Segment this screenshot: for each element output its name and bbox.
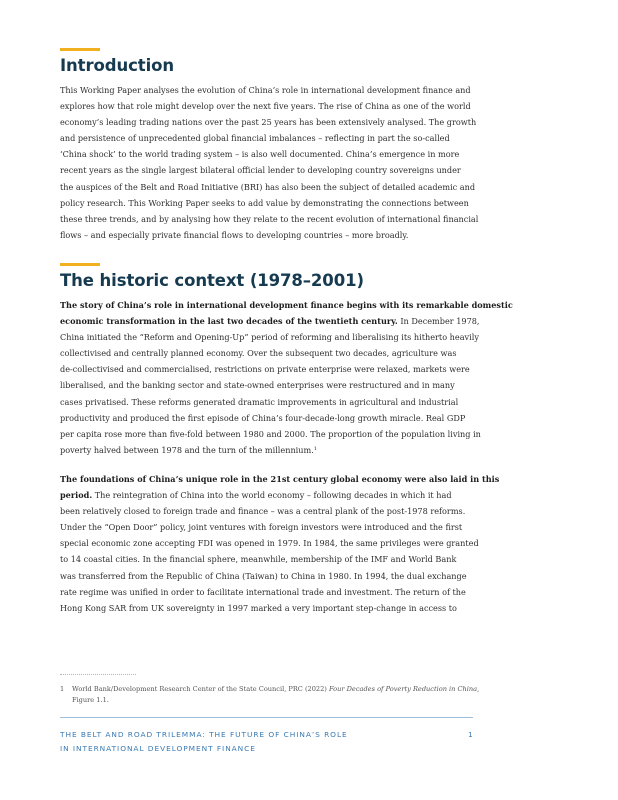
historic-paragraph-2 [60, 471, 500, 616]
intro-text-line: the auspices of the Belt and Road Initiative (BRI) has also been the subject of detailed academic and [60, 181, 476, 192]
intro-text-line: policy research. This Working Paper seeks to add value by demonstrating the connections between [60, 197, 469, 208]
intro-text-line: these three trends, and by analysing how they relate to the recent evolution of international financial [60, 213, 479, 224]
page-number: 1 [468, 730, 473, 739]
section-accent-bar [60, 48, 100, 51]
lead-sentence-bold: economic transformation in the last two decades of the twentieth century. [60, 316, 398, 327]
paragraph-text-line: productivity and produced the first episode of China’s four-decade-long growth miracle. Real GDP [60, 412, 466, 423]
intro-text-line: recent years as the single largest bilateral official lender to developing country sovereigns under [60, 165, 461, 176]
footnote-reference[interactable]: 1 [313, 445, 317, 452]
paragraph-text-line: Hong Kong SAR from UK sovereignty in 1997 marked a very important step-change in access to [60, 602, 457, 613]
historic-paragraph-1 [60, 297, 513, 458]
footnote-divider [60, 674, 136, 675]
paragraph-text-line: special economic zone accepting FDI was opened in 1979. In 1984, the same privileges were granted [60, 538, 479, 549]
intro-text-line: flows – and especially private financial flows to developing countries – more broadly. [60, 229, 409, 240]
footer-document-title [60, 728, 348, 756]
section-accent-bar [60, 263, 100, 266]
lead-sentence-bold: The story of China’s role in international development finance begins with its remarkable domestic [60, 300, 513, 310]
footer-title-line: THE BELT AND ROAD TRILEMMA: THE FUTURE OF CHINA’S ROLE [60, 730, 348, 739]
paragraph-text: poverty halved between 1978 and the turn of the millennium. [60, 444, 314, 455]
lead-sentence-bold: period. [60, 490, 93, 501]
paragraph-text-line: rate regime was unified in order to facilitate international trade and investment. The return of the [60, 586, 466, 597]
paragraph-text-line: collectivised and centrally planned economy. Over the subsequent two decades, agriculture was [60, 348, 457, 359]
paragraph-text-line: was transferred from the Republic of China (Taiwan) to China in 1980. In 1994, the dual exchange [60, 570, 467, 581]
intro-text-line: ‘China shock’ to the world trading system – is also well documented. China’s emergence in more [60, 149, 460, 160]
intro-text-line: and persistence of unprecedented global financial imbalances – reflecting in part the so-called [60, 133, 450, 144]
paragraph-text-line: cases privatised. These reforms generated dramatic improvements in agricultural and industrial [60, 396, 459, 407]
footer-divider [60, 717, 473, 718]
intro-text-line: economy’s leading trading nations over the past 25 years has been extensively analysed. The growth [60, 117, 477, 128]
paragraph-text: The reintegration of China into the world economy – following decades in which it had [92, 490, 452, 501]
footnote-number: 1 [60, 685, 65, 693]
intro-paragraph [60, 82, 478, 243]
lead-sentence-bold: The foundations of China’s unique role in the 21st century global economy were also laid in this [60, 474, 500, 484]
paragraph-text-line: been relatively closed to foreign trade and finance – was a central plank of the post-1978 reforms. [60, 506, 466, 517]
paragraph-text-line: Under the “Open Door” policy, joint ventures with foreign investors were introduced and the first [60, 522, 463, 533]
footnote-source-title: Four Decades of Poverty Reduction in China [328, 685, 478, 693]
section-heading-introduction: Introduction [60, 56, 175, 75]
paragraph-text-line: to 14 coastal cities. In the financial sphere, meanwhile, membership of the IMF and World Bank [60, 554, 457, 565]
intro-text-line: This Working Paper analyses the evolution of China’s role in international development finance and [60, 85, 471, 95]
footnote-text: , [477, 685, 480, 693]
paragraph-text-line: per capita rose more than five-fold between 1980 and 2000. The proportion of the population living in [60, 428, 481, 439]
paragraph-text-line: liberalised, and the banking sector and state-owned enterprises were restructured and in many [60, 380, 455, 391]
section-heading-historic-context: The historic context (1978–2001) [60, 271, 364, 290]
paragraph-text: In December 1978, [397, 316, 480, 327]
footer-title-line: IN INTERNATIONAL DEVELOPMENT FINANCE [60, 744, 256, 753]
intro-text-line: explores how that role might develop over the next five years. The rise of China as one of the world [60, 101, 471, 112]
footnote-text: Figure 1.1. [72, 696, 109, 705]
paragraph-text-line: China initiated the “Reform and Opening-Up” period of reforming and liberalising its hitherto heavily [60, 332, 479, 343]
footnote-text: World Bank/Development Research Center of the State Council, PRC (2022) [72, 685, 329, 693]
paragraph-text-line: de-collectivised and commercialised, restrictions on private enterprise were relaxed, markets were [60, 364, 470, 375]
